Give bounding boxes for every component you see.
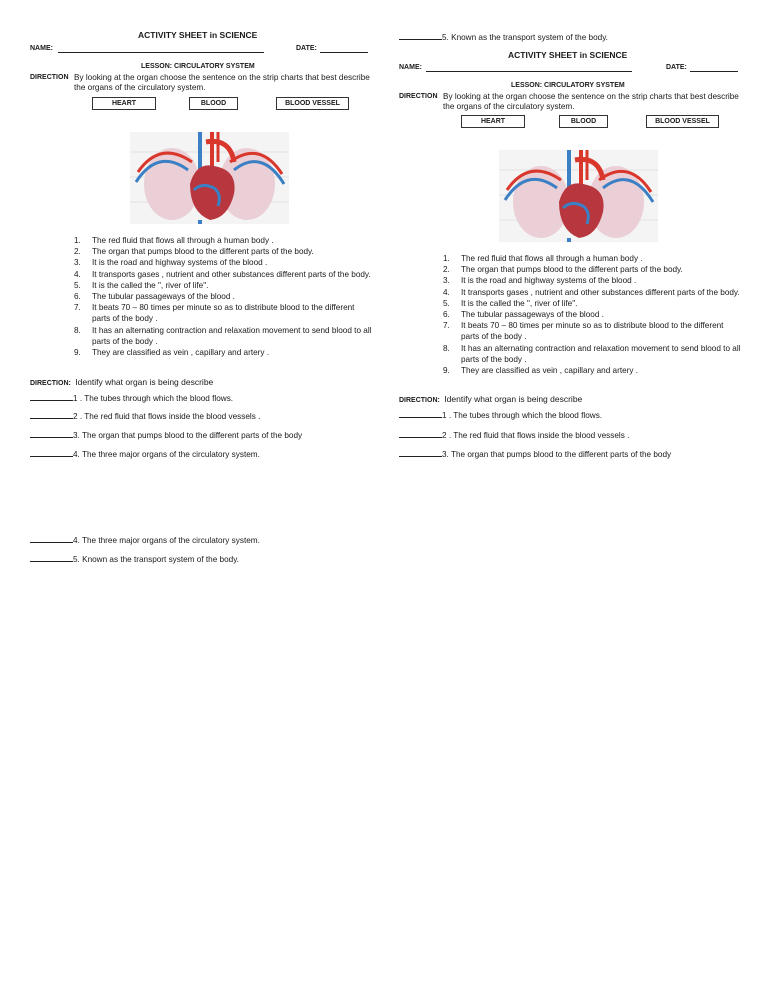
choice-heart: HEART [461, 115, 525, 128]
date-line[interactable] [320, 52, 368, 53]
statement-item: 1. The red fluid that flows all through a human body . [443, 254, 643, 263]
answer-blank[interactable] [30, 391, 73, 401]
date-line[interactable] [690, 71, 738, 72]
statement-item: 4. It transports gases , nutrient and other substances different parts of the body. [74, 269, 371, 279]
question-2: 2 . The red fluid that flows inside the blood vessels . [399, 428, 629, 440]
question-3: 3. The organ that pumps blood to the different parts of the body [30, 428, 302, 440]
worksheet-title: ACTIVITY SHEET in SCIENCE [508, 50, 628, 60]
statement-item: 6. The tubular passageways of the blood . [74, 292, 235, 302]
statement-item: 5. It is the called the ", river of life". [443, 298, 578, 308]
answer-blank[interactable] [399, 447, 442, 457]
question-1: 1 . The tubes through which the blood flows. [399, 408, 602, 420]
worksheet-title: ACTIVITY SHEET in SCIENCE [138, 30, 258, 40]
direction-text: By looking at the organ choose the sentence on the strip charts that best describe the organs of the circulatory system. [443, 92, 739, 111]
statement-item: 8. It has an alternating contraction and relaxation movement to send blood to all parts of the body . [74, 325, 372, 346]
question-5: 5. Known as the transport system of the body. [30, 552, 239, 564]
answer-blank[interactable] [30, 447, 73, 457]
answer-blank[interactable] [399, 428, 442, 438]
answer-blank[interactable] [30, 552, 73, 562]
statement-item: 8. It has an alternating contraction and relaxation movement to send blood to all parts of the body . [443, 343, 741, 364]
question-3: 3. The organ that pumps blood to the different parts of the body [399, 447, 671, 459]
statement-item: 5. It is the called the ", river of life". [74, 280, 209, 290]
direction2-label: DIRECTION: [399, 397, 440, 404]
statement-item: 7. It beats 70 – 80 times per minute so as to distribute blood to the different parts of the body . [74, 303, 355, 324]
direction-label: DIRECTION [399, 93, 438, 100]
choice-blood-vessel: BLOOD VESSEL [276, 97, 349, 110]
answer-blank[interactable] [30, 428, 73, 438]
right-worksheet [384, 0, 768, 1006]
date-label: DATE: [296, 45, 317, 52]
direction2-label: DIRECTION: [30, 380, 71, 387]
statement-item: 9. They are classified as vein , capillary and artery . [443, 366, 639, 376]
circulatory-diagram [130, 132, 289, 224]
choice-heart: HEART [92, 97, 156, 110]
statement-list [443, 253, 741, 376]
statement-list [74, 235, 372, 358]
statement-item: 7. It beats 70 – 80 times per minute so as to distribute blood to the different parts of the body . [443, 321, 724, 342]
answer-blank[interactable] [30, 533, 73, 543]
direction-text: By looking at the organ choose the sentence on the strip charts that best describe the organs of the circulatory system. [74, 73, 370, 92]
statement-item: 3. It is the road and highway systems of the blood . [74, 258, 268, 268]
choice-blood-vessel: BLOOD VESSEL [646, 115, 719, 128]
statement-item: 9. They are classified as vein , capillary and artery . [74, 348, 270, 358]
question-2: 2 . The red fluid that flows inside the blood vessels . [30, 409, 260, 421]
question-4: 4. The three major organs of the circulatory system. [30, 447, 260, 459]
choice-blood: BLOOD [189, 97, 238, 110]
choice-blood: BLOOD [559, 115, 608, 128]
answer-blank[interactable] [30, 409, 73, 419]
circulatory-diagram [499, 150, 658, 242]
direction2-text: Identify what organ is being describe [75, 377, 214, 387]
statement-item: 4. It transports gases , nutrient and other substances different parts of the body. [443, 287, 740, 297]
name-label: NAME: [399, 64, 422, 71]
lesson-title: LESSON: CIRCULATORY SYSTEM [511, 82, 625, 89]
name-line[interactable] [426, 71, 632, 72]
lesson-title: LESSON: CIRCULATORY SYSTEM [141, 63, 255, 70]
question-4-repeat: 4. The three major organs of the circulatory system. [30, 533, 260, 545]
direction-label: DIRECTION [30, 74, 69, 81]
direction2-text: Identify what organ is being describe [444, 394, 583, 404]
direction2 [30, 372, 213, 390]
name-label: NAME: [30, 45, 53, 52]
statement-item: 6. The tubular passageways of the blood . [443, 310, 604, 320]
statement-item: 2. The organ that pumps blood to the different parts of the body. [443, 265, 683, 275]
direction2 [399, 389, 582, 407]
statement-item: 3. It is the road and highway systems of the blood . [443, 276, 637, 286]
answer-blank[interactable] [399, 30, 442, 40]
question-1: 1 . The tubes through which the blood flows. [30, 391, 233, 403]
answer-blank[interactable] [399, 408, 442, 418]
date-label: DATE: [666, 64, 687, 71]
name-line[interactable] [58, 52, 264, 53]
statement-item: 1. The red fluid that flows all through a human body . [74, 236, 274, 245]
statement-item: 2. The organ that pumps blood to the different parts of the body. [74, 247, 314, 257]
question-5-top: 5. Known as the transport system of the body. [399, 30, 608, 42]
